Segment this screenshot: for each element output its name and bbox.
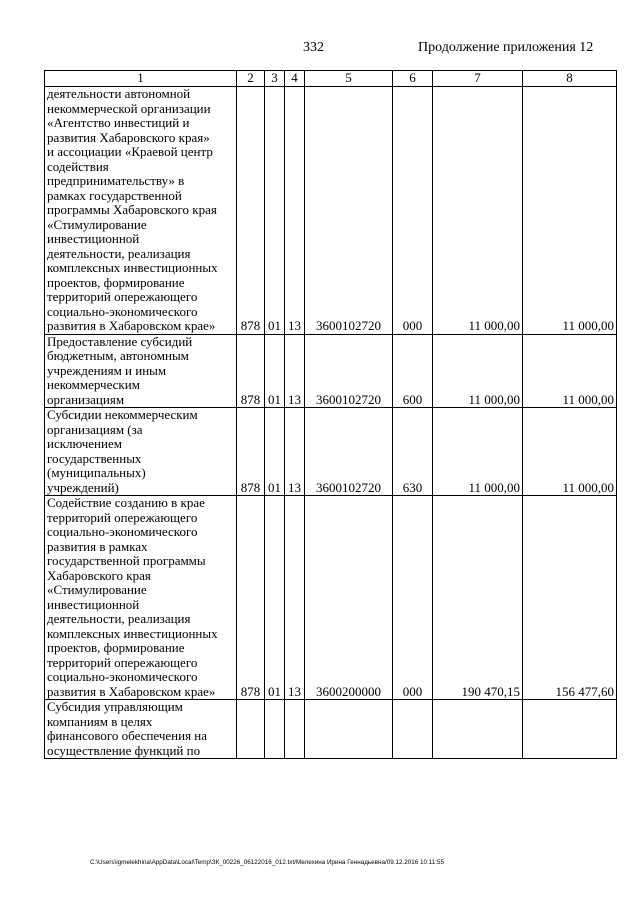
cell-target-article: 3600200000: [305, 496, 393, 700]
cell-admin-code: [237, 700, 265, 759]
cell-expense-type: 600: [393, 334, 433, 408]
description-line: территорий опережающего: [47, 289, 198, 304]
description-line: некоммерческим: [47, 377, 140, 392]
column-header: 4: [285, 71, 305, 87]
budget-table: [44, 70, 617, 759]
description-line: деятельности, реализация: [47, 245, 191, 261]
description-line: комплексных инвестиционных: [47, 260, 218, 275]
file-path-footer: C:\Users\igmelekhina\AppData\Local\Temp\ЗК_00226_06122016_012.txt/Мелехина Ирина Геннадьевна/09.12.2016 10:11:55: [90, 859, 445, 866]
description-line: развития в Хабаровском крае»: [47, 683, 216, 699]
column-header: 6: [393, 71, 433, 87]
cell-amount-2018: 11 000,00: [523, 87, 617, 335]
cell-amount-2018: 11 000,00: [523, 408, 617, 496]
table-row: [45, 334, 617, 408]
cell-subsection: [285, 700, 305, 759]
header-row: [45, 71, 617, 87]
cell-description: [45, 408, 237, 496]
description-line: некоммерческой организации: [47, 100, 211, 116]
cell-amount-2017: 11 000,00: [433, 87, 523, 335]
description-line: инвестиционной: [47, 596, 140, 612]
column-header: 3: [265, 71, 285, 87]
description-line: деятельности, реализация: [47, 611, 191, 626]
column-header: 1: [45, 71, 237, 87]
column-header: 2: [237, 71, 265, 87]
cell-amount-2017: 11 000,00: [433, 334, 523, 408]
description-line: Содействие созданию в крае: [47, 495, 205, 510]
cell-amount-2017: 11 000,00: [433, 408, 523, 496]
cell-expense-type: 630: [393, 408, 433, 496]
cell-amount-2017: 190 470,15: [433, 496, 523, 700]
description-line: (муниципальных): [47, 465, 146, 480]
description-line: «Стимулирование: [47, 582, 147, 597]
cell-admin-code: 878: [237, 334, 265, 408]
description-line: деятельности автономной: [47, 86, 191, 101]
description-line: развития в рамках: [47, 538, 148, 554]
description-line: организациям (за: [47, 421, 143, 437]
description-line: инвестиционной: [47, 231, 140, 246]
cell-description: [45, 334, 237, 408]
cell-admin-code: 878: [237, 87, 265, 335]
description-line: осуществление функций по: [47, 742, 201, 758]
description-line: «Стимулирование: [47, 216, 147, 232]
cell-expense-type: 000: [393, 496, 433, 700]
cell-description: [45, 700, 237, 759]
table-row: [45, 496, 617, 700]
cell-section: 01: [265, 334, 285, 408]
page-number: 332: [303, 40, 324, 55]
description-line: Субсидия управляющим: [47, 699, 183, 714]
description-line: государственной программы: [47, 553, 206, 568]
cell-section: 01: [265, 496, 285, 700]
cell-amount-2018: 11 000,00: [523, 334, 617, 408]
description-line: «Агентство инвестиций и: [47, 115, 190, 130]
cell-target-article: [305, 700, 393, 759]
cell-subsection: 13: [285, 87, 305, 335]
description-line: территорий опережающего: [47, 509, 198, 525]
cell-target-article: 3600102720: [305, 334, 393, 408]
cell-section: 01: [265, 408, 285, 496]
cell-subsection: 13: [285, 496, 305, 700]
description-line: социально-экономического: [47, 303, 198, 319]
cell-description: [45, 496, 237, 700]
table-row: [45, 87, 617, 335]
description-line: социально-экономического: [47, 524, 198, 539]
cell-subsection: 13: [285, 334, 305, 408]
cell-amount-2018: [523, 700, 617, 759]
cell-admin-code: 878: [237, 408, 265, 496]
description-line: Субсидии некоммерческим: [47, 407, 198, 422]
column-header: 7: [433, 71, 523, 87]
description-line: бюджетным, автономным: [47, 348, 189, 363]
description-line: учреждениям и иным: [47, 362, 167, 378]
description-line: содействия: [47, 158, 109, 174]
description-line: комплексных инвестиционных: [47, 625, 218, 641]
cell-section: 01: [265, 87, 285, 335]
continuation-label: Продолжение приложения 12: [418, 40, 594, 55]
description-line: развития в Хабаровском крае»: [47, 318, 216, 333]
description-line: государственных: [47, 450, 142, 466]
description-line: предпринимательству» в: [47, 173, 185, 188]
description-line: исключением: [47, 436, 122, 451]
cell-subsection: 13: [285, 408, 305, 496]
description-line: развития Хабаровского края»: [47, 129, 210, 145]
cell-target-article: 3600102720: [305, 408, 393, 496]
table-row: [45, 408, 617, 496]
cell-expense-type: [393, 700, 433, 759]
description-line: организациям: [47, 391, 125, 407]
description-line: программы Хабаровского края: [47, 202, 217, 217]
description-line: финансового обеспечения на: [47, 728, 208, 743]
description-line: рамках государственной: [47, 187, 182, 203]
cell-amount-2017: [433, 700, 523, 759]
cell-target-article: 3600102720: [305, 87, 393, 335]
column-header: 8: [523, 71, 617, 87]
description-line: проектов, формирование: [47, 274, 185, 290]
description-line: компаниям в целях: [47, 713, 153, 729]
description-line: Предоставление субсидий: [47, 333, 193, 349]
cell-amount-2018: 156 477,60: [523, 496, 617, 700]
description-line: и ассоциации «Краевой центр: [47, 144, 213, 159]
table-row: [45, 700, 617, 759]
cell-section: [265, 700, 285, 759]
cell-description: [45, 87, 237, 335]
description-line: социально-экономического: [47, 669, 198, 684]
cell-admin-code: 878: [237, 496, 265, 700]
cell-expense-type: 000: [393, 87, 433, 335]
description-line: учреждений): [47, 479, 119, 495]
column-header: 5: [305, 71, 393, 87]
description-line: проектов, формирование: [47, 640, 185, 655]
description-line: территорий опережающего: [47, 654, 198, 670]
description-line: Хабаровского края: [47, 567, 151, 583]
